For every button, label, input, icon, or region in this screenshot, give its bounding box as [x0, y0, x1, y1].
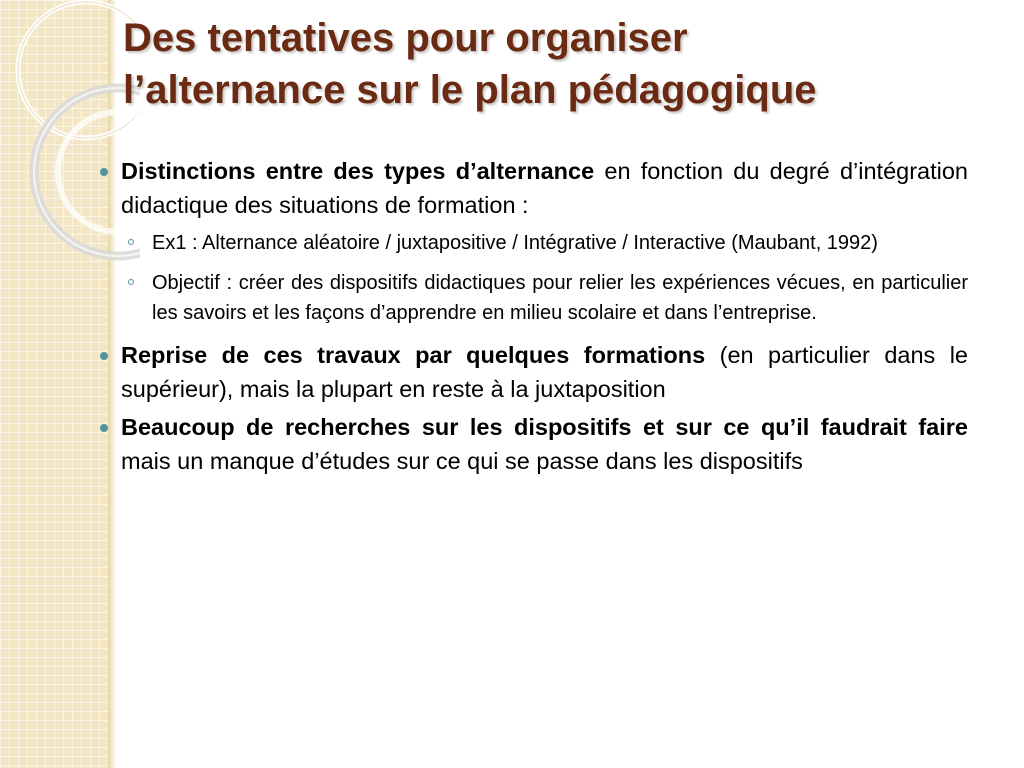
bullet-dot-icon [100, 424, 108, 432]
bullet-dot-icon [100, 168, 108, 176]
title-line-2: l’alternance sur le plan pédagogique [123, 68, 817, 112]
sub-bullet-list [100, 228, 968, 328]
bullet-text: (en particulier dans le supérieur), mais la plupart en reste à la juxtaposition [121, 342, 968, 402]
bullet-item [100, 338, 968, 406]
bullet-dot-icon [100, 352, 108, 360]
hollow-circle-bullet-icon [128, 279, 134, 285]
sub-bullet-item [100, 228, 968, 258]
bullet-bold-text: Distinctions entre des types d’alternance [121, 158, 595, 184]
sub-bullet-text: Ex1 : Alternance aléatoire / juxtapositive / Intégrative / Interactive (Maubant, 1992) [152, 232, 878, 254]
bullet-text: en fonction du degré d’intégration didactique des situations de formation : [121, 158, 969, 218]
slide-content [100, 154, 968, 482]
sub-bullet-text: Objectif : créer des dispositifs didactiques pour relier les expériences vécues, en particulier les savoirs et les façons d’apprendre en milieu scolaire et dans l’entreprise. [152, 272, 968, 324]
slide-title [123, 12, 993, 116]
bullet-bold-text: Reprise de ces travaux par quelques formations [121, 342, 706, 368]
bullet-text: mais un manque d’études sur ce qui se passe dans les dispositifs [121, 448, 803, 474]
bullet-bold-text: Beaucoup de recherches sur les dispositifs et sur ce qu’il faudrait faire [121, 414, 968, 440]
bullet-item [100, 410, 968, 478]
title-line-1: Des tentatives pour organiser [123, 16, 688, 60]
bullet-item [100, 154, 968, 222]
hollow-circle-bullet-icon [128, 239, 134, 245]
sub-bullet-item [100, 268, 968, 328]
